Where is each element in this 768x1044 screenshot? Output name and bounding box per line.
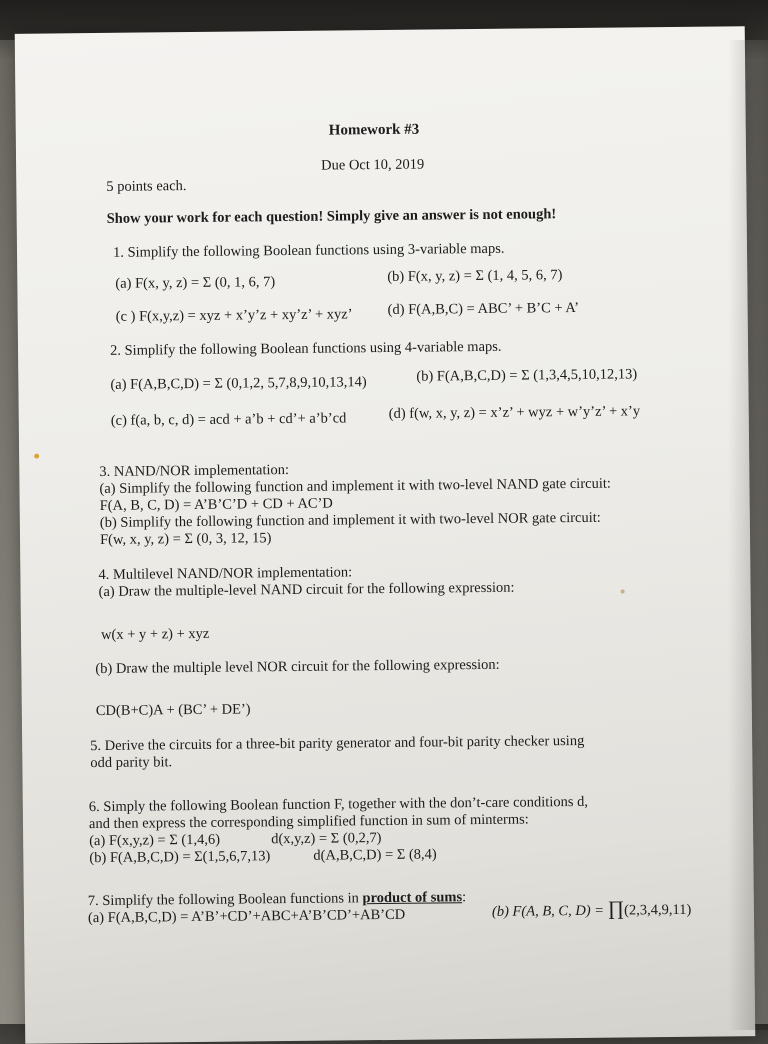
q6-b-f: (b) F(A,B,C,D) = Σ(1,5,6,7,13) [89, 848, 271, 867]
q4-b-expr: CD(B+C)A + (BC’ + DE’) [95, 701, 251, 720]
due-date: Due Oct 10, 2019 [321, 156, 425, 174]
q5-line1: 5. Derive the circuits for a three-bit parity generator and four-bit parity checker using [90, 732, 585, 755]
q4-a-expr: w(x + y + z) + xyz [100, 625, 210, 643]
q2-b: (b) F(A,B,C,D) = Σ (1,3,4,5,10,12,13) [416, 366, 638, 385]
q4-b: (b) Draw the multiple level NOR circuit for the following expression: [95, 656, 500, 678]
q7-emphasis: product of sums [362, 889, 463, 907]
q7-a: (a) F(A,B,C,D) = A’B’+CD’+ABC+A’B’CD’+AB’CD [87, 906, 406, 927]
q3-a-expr: F(A, B, C, D) = A’B’C’D + CD + AC’D [99, 495, 333, 514]
q2-heading: 2. Simplify the following Boolean functions using 4-variable maps. [109, 338, 502, 359]
q6-line1: 6. Simply the following Boolean function F, together with the don’t-care conditions d, [88, 793, 589, 816]
q7-heading [88, 889, 467, 910]
q3-b-expr: F(w, x, y, z) = Σ (0, 3, 12, 15) [99, 530, 272, 548]
q6-line2: and then express the corresponding simplified function in sum of minterms: [88, 811, 529, 833]
points-note: 5 points each. [106, 178, 187, 195]
q7-b [491, 897, 692, 921]
q3-heading: 3. NAND/NOR implementation: [99, 462, 290, 480]
paper-speck [621, 589, 625, 593]
q7-b-rhs: (2,3,4,9,11) [624, 901, 692, 919]
q3-a: (a) Simplify the following function and implement it with two-level NAND gate circuit: [99, 475, 611, 497]
page-title: Homework #3 [328, 121, 420, 139]
q6-a-f: (a) F(x,y,z) = Σ (1,4,6) [89, 831, 221, 850]
q1-b: (b) F(x, y, z) = Σ (1, 4, 5, 6, 7) [387, 267, 563, 285]
q1-c: (c ) F(x,y,z) = xyz + x’y’z + xy’z’ + xyz’ [115, 306, 353, 325]
q5-line2: odd parity bit. [90, 754, 173, 772]
q2-d: (d) f(w, x, y, z) = x’z’ + wyz + w’y’z’ + x’y [388, 403, 641, 422]
q4-a: (a) Draw the multiple-level NAND circuit for the following expression: [98, 579, 515, 601]
product-symbol: ∏ [607, 897, 625, 920]
q1-a: (a) F(x, y, z) = Σ (0, 1, 6, 7) [115, 274, 276, 292]
q1-heading: 1. Simplify the following Boolean functions using 3-variable maps. [112, 240, 505, 261]
q7-colon: : [462, 889, 467, 906]
background-right-shadow [728, 40, 768, 1030]
q1-d: (d) F(A,B,C) = ABC’ + B’C + A’ [387, 299, 580, 318]
instruction: Show your work for each question! Simply give an answer is not enough! [106, 206, 557, 227]
paper-speck [34, 454, 39, 459]
q6-b-d: d(A,B,C,D) = Σ (8,4) [313, 846, 437, 864]
q6-a-d: d(x,y,z) = Σ (0,2,7) [271, 830, 382, 848]
q3-b: (b) Simplify the following function and implement it with two-level NOR gate circuit: [99, 509, 601, 531]
q7-lead: 7. Simplify the following Boolean functions in [87, 890, 363, 910]
q2-a: (a) F(A,B,C,D) = Σ (0,1,2, 5,7,8,9,10,13,14) [110, 374, 367, 393]
q4-heading: 4. Multilevel NAND/NOR implementation: [98, 564, 353, 584]
q7-b-lhs: (b) F(A, B, C, D) = [491, 902, 608, 920]
q2-c: (c) f(a, b, c, d) = acd + a’b + cd’+ a’b’cd [110, 410, 347, 429]
homework-sheet [15, 26, 756, 1044]
